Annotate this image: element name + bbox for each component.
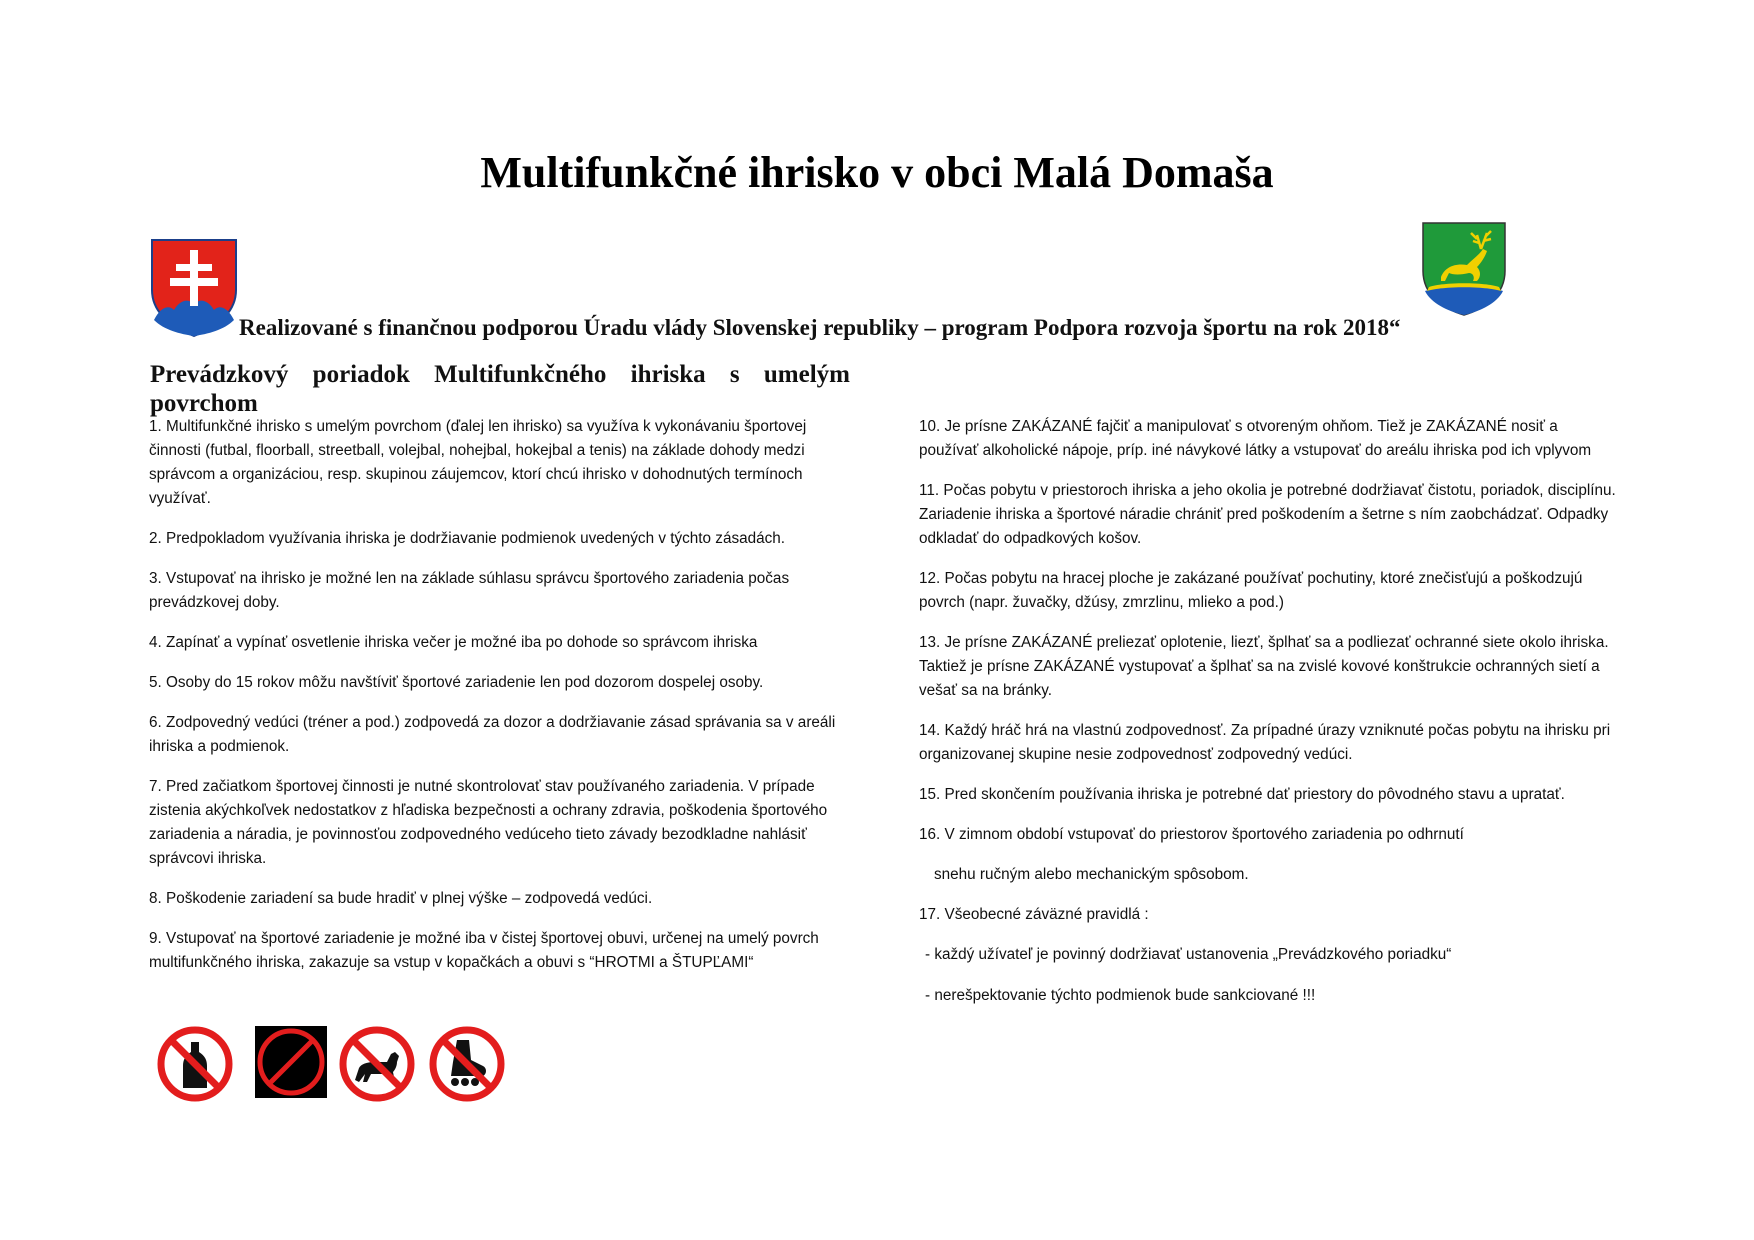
rule-item: 8. Poškodenie zariadení sa bude hradiť v plnej výške – zodpovedá vedúci.: [149, 890, 653, 907]
no-smoking-sign-icon: [255, 1026, 327, 1098]
no-dogs-sign-icon: [337, 1024, 417, 1104]
operating-rules-heading: Prevádzkový poriadok Multifunkčného ihriska s umelým povrchom: [150, 361, 850, 417]
rule-item: 17. Všeobecné záväzné pravidlá :: [919, 906, 1149, 923]
rule-item: 16. V zimnom období vstupovať do priestorov športového zariadenia po odhrnutí: [919, 826, 1464, 843]
rule-item: 2. Predpokladom využívania ihriska je dodržiavanie podmienok uvedených v týchto zásadách.: [149, 530, 786, 547]
rule-item-continuation: snehu ručným alebo mechanickým spôsobom.: [934, 866, 1249, 883]
mala-domasa-coat-of-arms-icon: [1421, 221, 1507, 317]
rule-item: 6. Zodpovedný vedúci (tréner a pod.) zodpovedá za dozor a dodržiavanie zásad správania sa v areáli ihriska a podmienok.: [149, 714, 836, 755]
rule-item: 15. Pred skončením používania ihriska je potrebné dať priestory do pôvodného stavu a upratať.: [919, 786, 1565, 803]
rule-item: 10. Je prísne ZAKÁZANÉ fajčiť a manipulovať s otvoreným ohňom. Tiež je ZAKÁZANÉ nosiť a používať alkoholické nápoje, príp. iné návykové látky a vstupovať do areálu ihriska pod ich vplyvom: [919, 418, 1592, 459]
no-alcohol-sign-icon: [155, 1024, 235, 1104]
rule-item: 1. Multifunkčné ihrisko s umelým povrchom (ďalej len ihrisko) sa využíva k vykonávaniu športovej činnosti (futbal, floorball, streetball, volejbal, nohejbal, hokejbal a tenis) na základe dohody medzi správcom a organizáciou, resp. skupinou záujemcov, ktorí chcú ihrisko v dohodnutých termínoch využívať.: [149, 418, 807, 507]
rule-item: 4. Zapínať a vypínať osvetlenie ihriska večer je možné iba po dohode so správcom ihriska: [149, 634, 758, 651]
rules-left-column: [149, 415, 839, 991]
rule-item: 12. Počas pobytu na hracej ploche je zakázané používať pochutiny, ktoré znečisťujú a poškodzujú povrch (napr. žuvačky, džúsy, zmrzlinu, mlieko a pod.): [919, 570, 1583, 611]
rule-item: 11. Počas pobytu v priestoroch ihriska a jeho okolia je potrebné dodržiavať čistotu, poriadok, disciplínu. Zariadenie ihriska a športové náradie chrániť pred poškodením a šetrne s ním zaobchádzať. Odpadky odkladať do odpadkových košov.: [919, 482, 1616, 547]
rules-right-column: [919, 415, 1619, 1025]
rule-item: 14. Každý hráč hrá na vlastnú zodpovednosť. Za prípadné úrazy vzniknuté počas pobytu na ihrisku pri organizovanej skupine nesie zodpovednosť zodpovedný vedúci.: [919, 722, 1611, 763]
rule-item: 7. Pred začiatkom športovej činnosti je nutné skontrolovať stav používaného zariadenia. V prípade zistenia akýchkoľvek nedostatkov z hľadiska bezpečnosti a ochrany zdravia, poškodenia športového zariadenia a náradia, je povinnosťou zodpovedného vedúceho tieto závady bezodkladne nahlásiť správcovi ihriska.: [149, 778, 828, 867]
no-rollerblades-sign-icon: [427, 1024, 507, 1104]
document-title: Multifunkčné ihrisko v obci Malá Domaša: [480, 148, 1274, 197]
rule-item: 5. Osoby do 15 rokov môžu navštíviť športové zariadenie len pod dozorom dospelej osoby.: [149, 674, 764, 691]
rule-item: 3. Vstupovať na ihrisko je možné len na základe súhlasu správcu športového zariadenia počas prevádzkovej doby.: [149, 570, 790, 611]
rule-subitem: - nerešpektovanie týchto podmienok bude sankciované !!!: [925, 987, 1316, 1004]
rule-item: 13. Je prísne ZAKÁZANÉ preliezať oplotenie, liezť, šplhať sa a podliezať ochranné siete okolo ihriska. Taktiež je prísne ZAKÁZANÉ vystupovať a šplhať sa na zvislé kovové konštrukcie ochranných sietí a vešať sa na bránky.: [919, 634, 1609, 699]
slovak-coat-of-arms-icon: [150, 238, 238, 338]
rule-item: 9. Vstupovať na športové zariadenie je možné iba v čistej športovej obuvi, určenej na umelý povrch multifunkčného ihriska, zakazuje sa vstup v kopačkách a obuvi s “HROTMI a ŠTUPĽAMI“: [149, 930, 819, 971]
rule-subitem: - každý užívateľ je povinný dodržiavať ustanovenia „Prevádzkového poriadku“: [925, 946, 1452, 963]
financial-support-note: Realizované s finančnou podporou Úradu vlády Slovenskej republiky – program Podpora rozvoja športu na rok 2018“: [239, 315, 1401, 340]
